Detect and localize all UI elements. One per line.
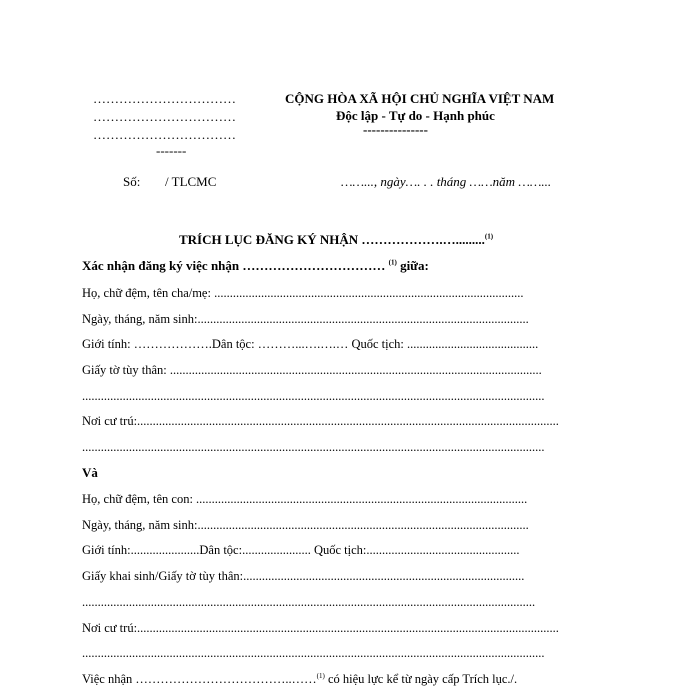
child-birth-certificate-field: Giấy khai sinh/Giấy tờ tùy thân:.......................................................................................... (82, 569, 525, 583)
agency-rule: ------- (156, 143, 187, 158)
child-residence-continuation: .................................................................................................................................................... (82, 646, 545, 660)
document-title-text: TRÍCH LỤC ĐĂNG KÝ NHẬN ……………….…......... (179, 232, 485, 247)
intro-footnote: (1) (388, 258, 397, 267)
child-name-field: Họ, chữ đệm, tên con: .......................................................................................................... (82, 492, 528, 506)
parent-residence-field: Nơi cư trú:....................................................................................................................................... (82, 414, 559, 428)
parent-id-field: Giấy tờ tùy thân: ....................................................................................................................... (82, 363, 542, 377)
validity-text: Việc nhận ………………………………..…… (82, 672, 317, 686)
parent-residence-continuation: .................................................................................................................................................... (82, 440, 545, 454)
document-title (179, 232, 493, 248)
place-date-line: ……..., ngày…. . . tháng ……năm ……... (341, 174, 552, 189)
agency-line-3: …………………………… (93, 127, 236, 142)
child-residence-field: Nơi cư trú:....................................................................................................................................... (82, 621, 559, 635)
child-gender-ethnic-nationality-field: Giới tính:......................Dân tộc:...................... Quốc tịch:................................................. (82, 543, 520, 557)
agency-line-2: …………………………… (93, 109, 236, 124)
document-number-label: Số: (123, 174, 141, 189)
national-motto: Độc lập - Tự do - Hạnh phúc (336, 108, 495, 123)
parent-id-continuation: .................................................................................................................................................... (82, 389, 545, 403)
document-number-code: / TLCMC (165, 174, 217, 189)
intro-text: Xác nhận đăng ký việc nhận …………………………… (82, 258, 386, 273)
validity-footnote: (1) (316, 671, 325, 680)
title-footnote: (1) (484, 232, 494, 241)
validity-tail: có hiệu lực kể từ ngày cấp Trích lục./. (327, 672, 518, 686)
agency-line-1: …………………………… (93, 91, 236, 106)
and-separator: Và (82, 465, 98, 480)
validity-statement (82, 672, 517, 687)
child-id-continuation: ................................................................................................................................................. (82, 595, 536, 609)
country-name: CỘNG HÒA XÃ HỘI CHỦ NGHĨA VIỆT NAM (285, 91, 555, 106)
child-dob-field: Ngày, tháng, năm sinh:.......................................................................................................... (82, 518, 529, 532)
parent-dob-field: Ngày, tháng, năm sinh:.......................................................................................................... (82, 312, 529, 326)
motto-rule: --------------- (363, 122, 428, 137)
parent-name-field: Họ, chữ đệm, tên cha/mẹ: ................................................................................................... (82, 286, 524, 300)
parent-gender-ethnic-nationality-field: Giới tính: ……………….Dân tộc: ………...….….… Quốc tịch: .......................................... (82, 337, 539, 351)
intro-statement (82, 258, 429, 274)
intro-tail: giữa: (400, 258, 429, 273)
